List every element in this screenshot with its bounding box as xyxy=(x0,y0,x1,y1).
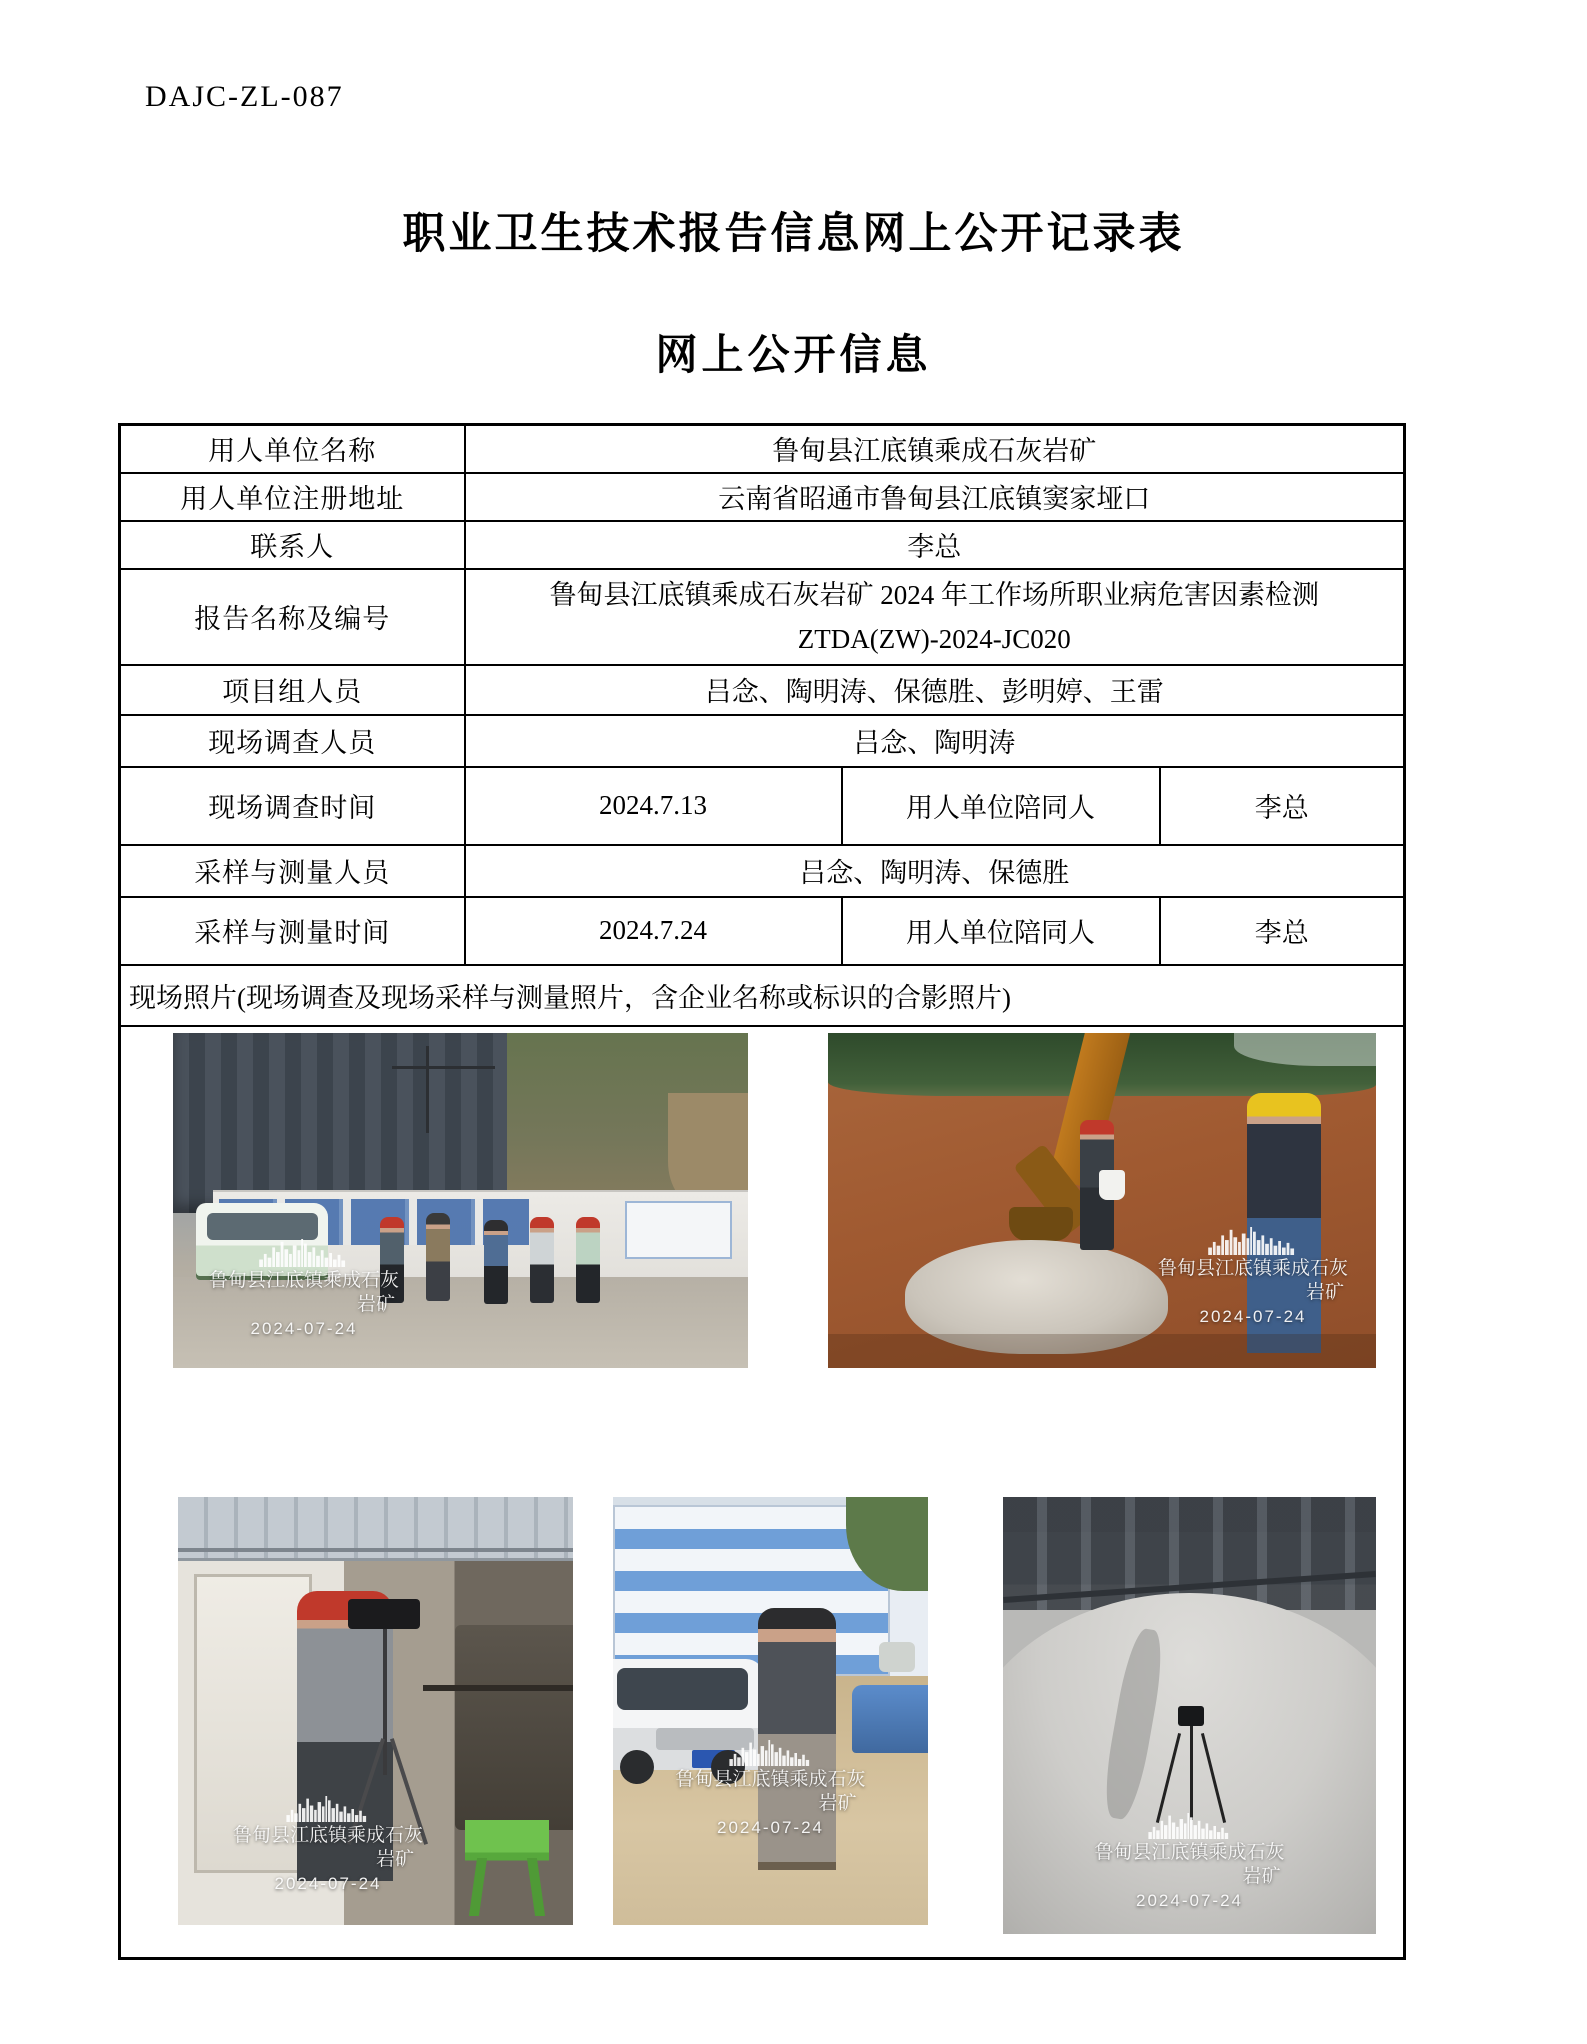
page-title: 职业卫生技术报告信息网上公开记录表 xyxy=(402,211,1185,258)
crane-boom xyxy=(392,1066,496,1069)
skyline-watermark-icon xyxy=(1145,1813,1235,1839)
table-row xyxy=(120,665,1405,715)
sampling-time-label: 采样与测量时间 xyxy=(120,897,465,965)
worker-figure xyxy=(576,1217,600,1303)
roof-truss xyxy=(178,1548,573,1552)
van-window xyxy=(207,1213,318,1241)
company-watermark: 鲁甸县江底镇乘成石灰 岩矿 2024-07-24 xyxy=(1085,1813,1295,1912)
company-watermark: 鲁甸县江底镇乘成石灰 岩矿 2024-07-24 xyxy=(199,1239,409,1340)
employer-name-label: 用人单位名称 xyxy=(120,425,465,473)
report-name-label: 报告名称及编号 xyxy=(120,569,465,665)
survey-companion-label: 用人单位陪同人 xyxy=(842,767,1160,845)
skyline-watermark-icon xyxy=(256,1239,352,1267)
table-row xyxy=(120,425,1405,473)
public-info-table xyxy=(118,423,1406,1960)
measuring-instrument xyxy=(348,1599,420,1629)
table-row xyxy=(120,715,1405,767)
sampling-time-value: 2024.7.24 xyxy=(465,897,842,965)
company-watermark: 鲁甸县江底镇乘成石灰 岩矿 2024-07-24 xyxy=(1148,1227,1358,1328)
tripod-leg xyxy=(1190,1724,1193,1820)
table-row xyxy=(120,521,1405,569)
crane-mast xyxy=(426,1046,429,1133)
skyline-watermark-icon xyxy=(1205,1227,1301,1255)
photos-caption: 现场照片(现场调查及现场采样与测量照片，含企业名称或标识的合影照片) xyxy=(120,965,1405,1026)
sampling-staff-label: 采样与测量人员 xyxy=(120,845,465,897)
table-row xyxy=(120,897,1405,965)
site-photo-gravel-tripod xyxy=(1003,1497,1376,1934)
skyline-watermark-icon xyxy=(726,1740,816,1766)
photos-area xyxy=(121,1027,1403,1957)
table-row xyxy=(120,965,1405,1026)
sampling-companion-label: 用人单位陪同人 xyxy=(842,897,1160,965)
worker-figure xyxy=(426,1213,450,1301)
sampling-staff-value: 吕念、陶明涛、保德胜 xyxy=(465,845,1405,897)
ground-shadow xyxy=(828,1334,1376,1368)
suv-wheel xyxy=(620,1750,654,1784)
excavator-bucket xyxy=(1009,1207,1073,1241)
table-row xyxy=(120,1026,1405,1959)
suv-windshield xyxy=(617,1668,748,1710)
table-row xyxy=(120,473,1405,521)
company-watermark: 鲁甸县江底镇乘成石灰 岩矿 2024-07-24 xyxy=(228,1796,428,1895)
employer-address-value: 云南省昭通市鲁甸县江底镇窦家垭口 xyxy=(465,473,1405,521)
site-photo-indoor-measurement xyxy=(178,1497,573,1925)
instrument-tripod-leg xyxy=(383,1629,387,1775)
skyline-watermark-icon xyxy=(283,1796,373,1822)
page-subtitle: 网上公开信息 xyxy=(655,333,932,379)
sampling-instrument xyxy=(1178,1706,1204,1726)
site-photo-worker-suv xyxy=(613,1497,928,1925)
survey-staff-value: 吕念、陶明涛 xyxy=(465,715,1405,767)
report-number-line2: ZTDA(ZW)-2024-JC020 xyxy=(797,623,1071,654)
container-drum xyxy=(879,1642,915,1672)
survey-time-value: 2024.7.13 xyxy=(465,767,842,845)
survey-staff-label: 现场调查人员 xyxy=(120,715,465,767)
report-name-line1: 鲁甸县江底镇乘成石灰岩矿 2024 年工作场所职业病危害因素检测 xyxy=(549,579,1319,610)
contact-label: 联系人 xyxy=(120,521,465,569)
table-row xyxy=(120,845,1405,897)
document-code: DAJC-ZL-087 xyxy=(145,80,344,113)
sample-bag xyxy=(1099,1170,1125,1200)
table-row xyxy=(120,767,1405,845)
conveyor-machinery xyxy=(455,1625,574,1830)
worker-figure xyxy=(484,1220,508,1304)
worker-figure xyxy=(530,1217,554,1303)
employer-address-label: 用人单位注册地址 xyxy=(120,473,465,521)
project-team-value: 吕念、陶明涛、保德胜、彭明婷、王雷 xyxy=(465,665,1405,715)
site-photo-excavator xyxy=(828,1033,1376,1368)
conveyor-rail xyxy=(423,1685,573,1691)
contact-value: 李总 xyxy=(465,521,1405,569)
report-name-value xyxy=(465,569,1405,665)
warehouse-building xyxy=(173,1033,530,1214)
notice-board xyxy=(625,1201,732,1259)
survey-companion-value: 李总 xyxy=(1160,767,1405,845)
sampling-companion-value: 李总 xyxy=(1160,897,1405,965)
employer-name-value: 鲁甸县江底镇乘成石灰岩矿 xyxy=(465,425,1405,473)
table-row xyxy=(120,569,1405,665)
green-stool xyxy=(465,1820,549,1916)
project-team-label: 项目组人员 xyxy=(120,665,465,715)
site-photo-group xyxy=(173,1033,748,1368)
survey-time-label: 现场调查时间 xyxy=(120,767,465,845)
company-watermark: 鲁甸县江底镇乘成石灰 岩矿 2024-07-24 xyxy=(671,1740,871,1839)
